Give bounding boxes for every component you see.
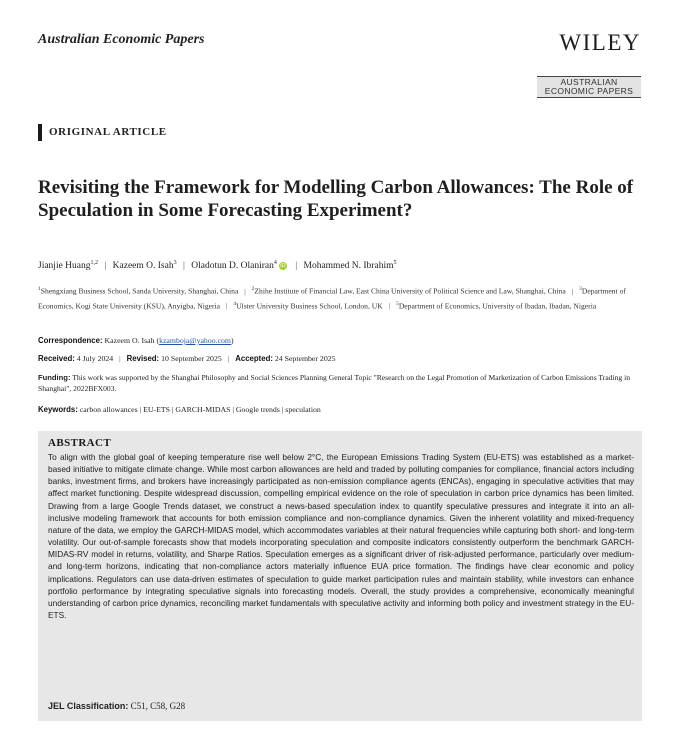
affil-num: 1 [38,286,41,292]
affiliation: Zhihe Institute of Financial Law, East China University of Political Science and Law, Shanghai, China [254,286,566,296]
accepted-date: 24 September 2025 [274,354,336,363]
jel-label: JEL Classification: [48,701,129,711]
accepted-label: Accepted: [235,354,273,363]
affil-num: 5 [396,300,399,307]
affiliation: Ulster University Business School, London, UK [236,301,383,311]
author-name[interactable]: Mohammed N. Ibrahim [303,261,394,272]
author-name[interactable]: Kazeem O. Isah [112,261,174,272]
author-affil-sup: 5 [393,260,397,266]
keywords-label: Keywords: [38,405,78,414]
received-date: 4 July 2024 [76,354,114,363]
author-affil-sup: 3 [173,260,177,266]
date-separator: | [227,354,230,363]
journal-name: Australian Economic Papers [38,32,205,47]
author-affil-sup: 4 [273,260,277,266]
affiliation: Shengxiang Business School, Sanda University, Shanghai, China [40,286,239,296]
journal-logo-line-1: AUSTRALIAN [560,77,618,87]
author-affil-sup: 1,2 [90,260,99,266]
affil-separator: | [388,301,391,311]
abstract-box [38,431,642,721]
affiliation: Department of Economics, Kogi State University (KSU), Anyigba, Nigeria [38,286,626,311]
funding-label: Funding: [38,373,71,382]
article-title: Revisiting the Framework for Modelling Carbon Allowances: The Role of Speculation in Some Forecasting Experiment? [38,177,634,221]
affil-num: 2 [251,286,255,292]
jel-codes: C51, C58, G28 [130,701,186,711]
correspondence-label: Correspondence: [38,336,103,345]
affil-num: 4 [233,300,237,307]
correspondence-name: Kazeem O. Isah [104,336,155,345]
affil-separator: | [571,286,574,296]
affil-num: 3 [579,286,582,292]
correspondence: Correspondence: Kazeem O. Isah (kzamboja@yahoo.com) [38,336,234,345]
article-type: ORIGINAL ARTICLE [38,124,167,141]
author-separator: | [182,261,185,272]
author-separator: | [104,261,107,272]
revised-date: 10 September 2025 [161,354,222,363]
orcid-icon[interactable]: iD [280,262,286,269]
abstract-text: To align with the global goal of keeping temperature rise well below 2°C, the European Emissions Trading System (EU-ETS) was established as a market-based initiative to mitigate climate change. While most carbon allowances are held and traded by polluting companies for compliance, financial actors including banks, investment firms, and brokers have increasingly participated as non-emission compliance agents (ENCAs), engaging in speculative activities that may affect market functioning. Despite widespread discussion, compelling empirical evidence on the role of speculation in carbon price dynamics has been limited. Drawing from a large Google Trends dataset, we construct a news-based speculation index to quantify speculative pressures and integrate it into an all-inclusive modeling framework that accounts for both emission compliance and non-compliance dynamics. Given the inherent volatility and mixed-frequency nature of the data, we employ the GARCH-MIDAS model, which accommodates variables at their natural frequencies while capturing both short- and long-term volatility. Our out-of-sample forecasts show that models incorporating speculation and composite indicators consistently outperform the benchmark GARCH-MIDAS-RV model in returns, volatility, and Sharpe Ratios. Speculation emerges as a significant driver of risk-adjusted performance, particularly over medium- and long-term horizons, indicating that non-compliance actors materially influence EUA price formation. The findings have clear economic and policy implications. Regulators can use data-driven estimates of speculation to guide market participation rules and maintain stability, while investors can enhance portfolio performance by integrating speculative signals into forecasting models. Overall, the study provides a comprehensive, economically meaningful understanding of carbon price dynamics, reconciling market fundamentals with speculative activity and informing both policy and investment strategy in the EU-ETS. [48,452,634,621]
funding [38,372,638,394]
keywords [38,405,321,414]
jel-classification [48,701,185,711]
abstract-heading: ABSTRACT [48,437,112,449]
journal-logo-line-2: ECONOMIC PAPERS [544,86,634,96]
author-name[interactable]: Oladotun D. Olaniran [191,261,274,272]
correspondence-email-link[interactable]: kzamboja@yahoo.com [159,336,231,345]
journal-logo [537,76,641,98]
author-separator: | [295,261,298,272]
author-name[interactable]: Jianjie Huang [38,261,91,272]
article-dates [38,354,336,363]
keywords-text: carbon allowances | EU-ETS | GARCH-MIDAS | Google trends | speculation [79,405,321,414]
affil-separator: | [225,301,228,311]
affiliation: Department of Economics, University of Ibadan, Ibadan, Nigeria [398,301,597,311]
funding-text: This work was supported by the Shanghai Philosophy and Social Sciences Planning General Topic "Research on the Legal Promotion of Marketization of Carbon Emissions Trading in Shanghai", 2022BFX003. [38,373,630,393]
revised-label: Revised: [126,354,160,363]
affil-separator: | [244,286,246,296]
author-list [38,260,396,271]
publisher-logo: WILEY [559,30,641,55]
received-label: Received: [38,354,75,363]
date-separator: | [119,354,121,363]
affiliations [38,283,638,313]
